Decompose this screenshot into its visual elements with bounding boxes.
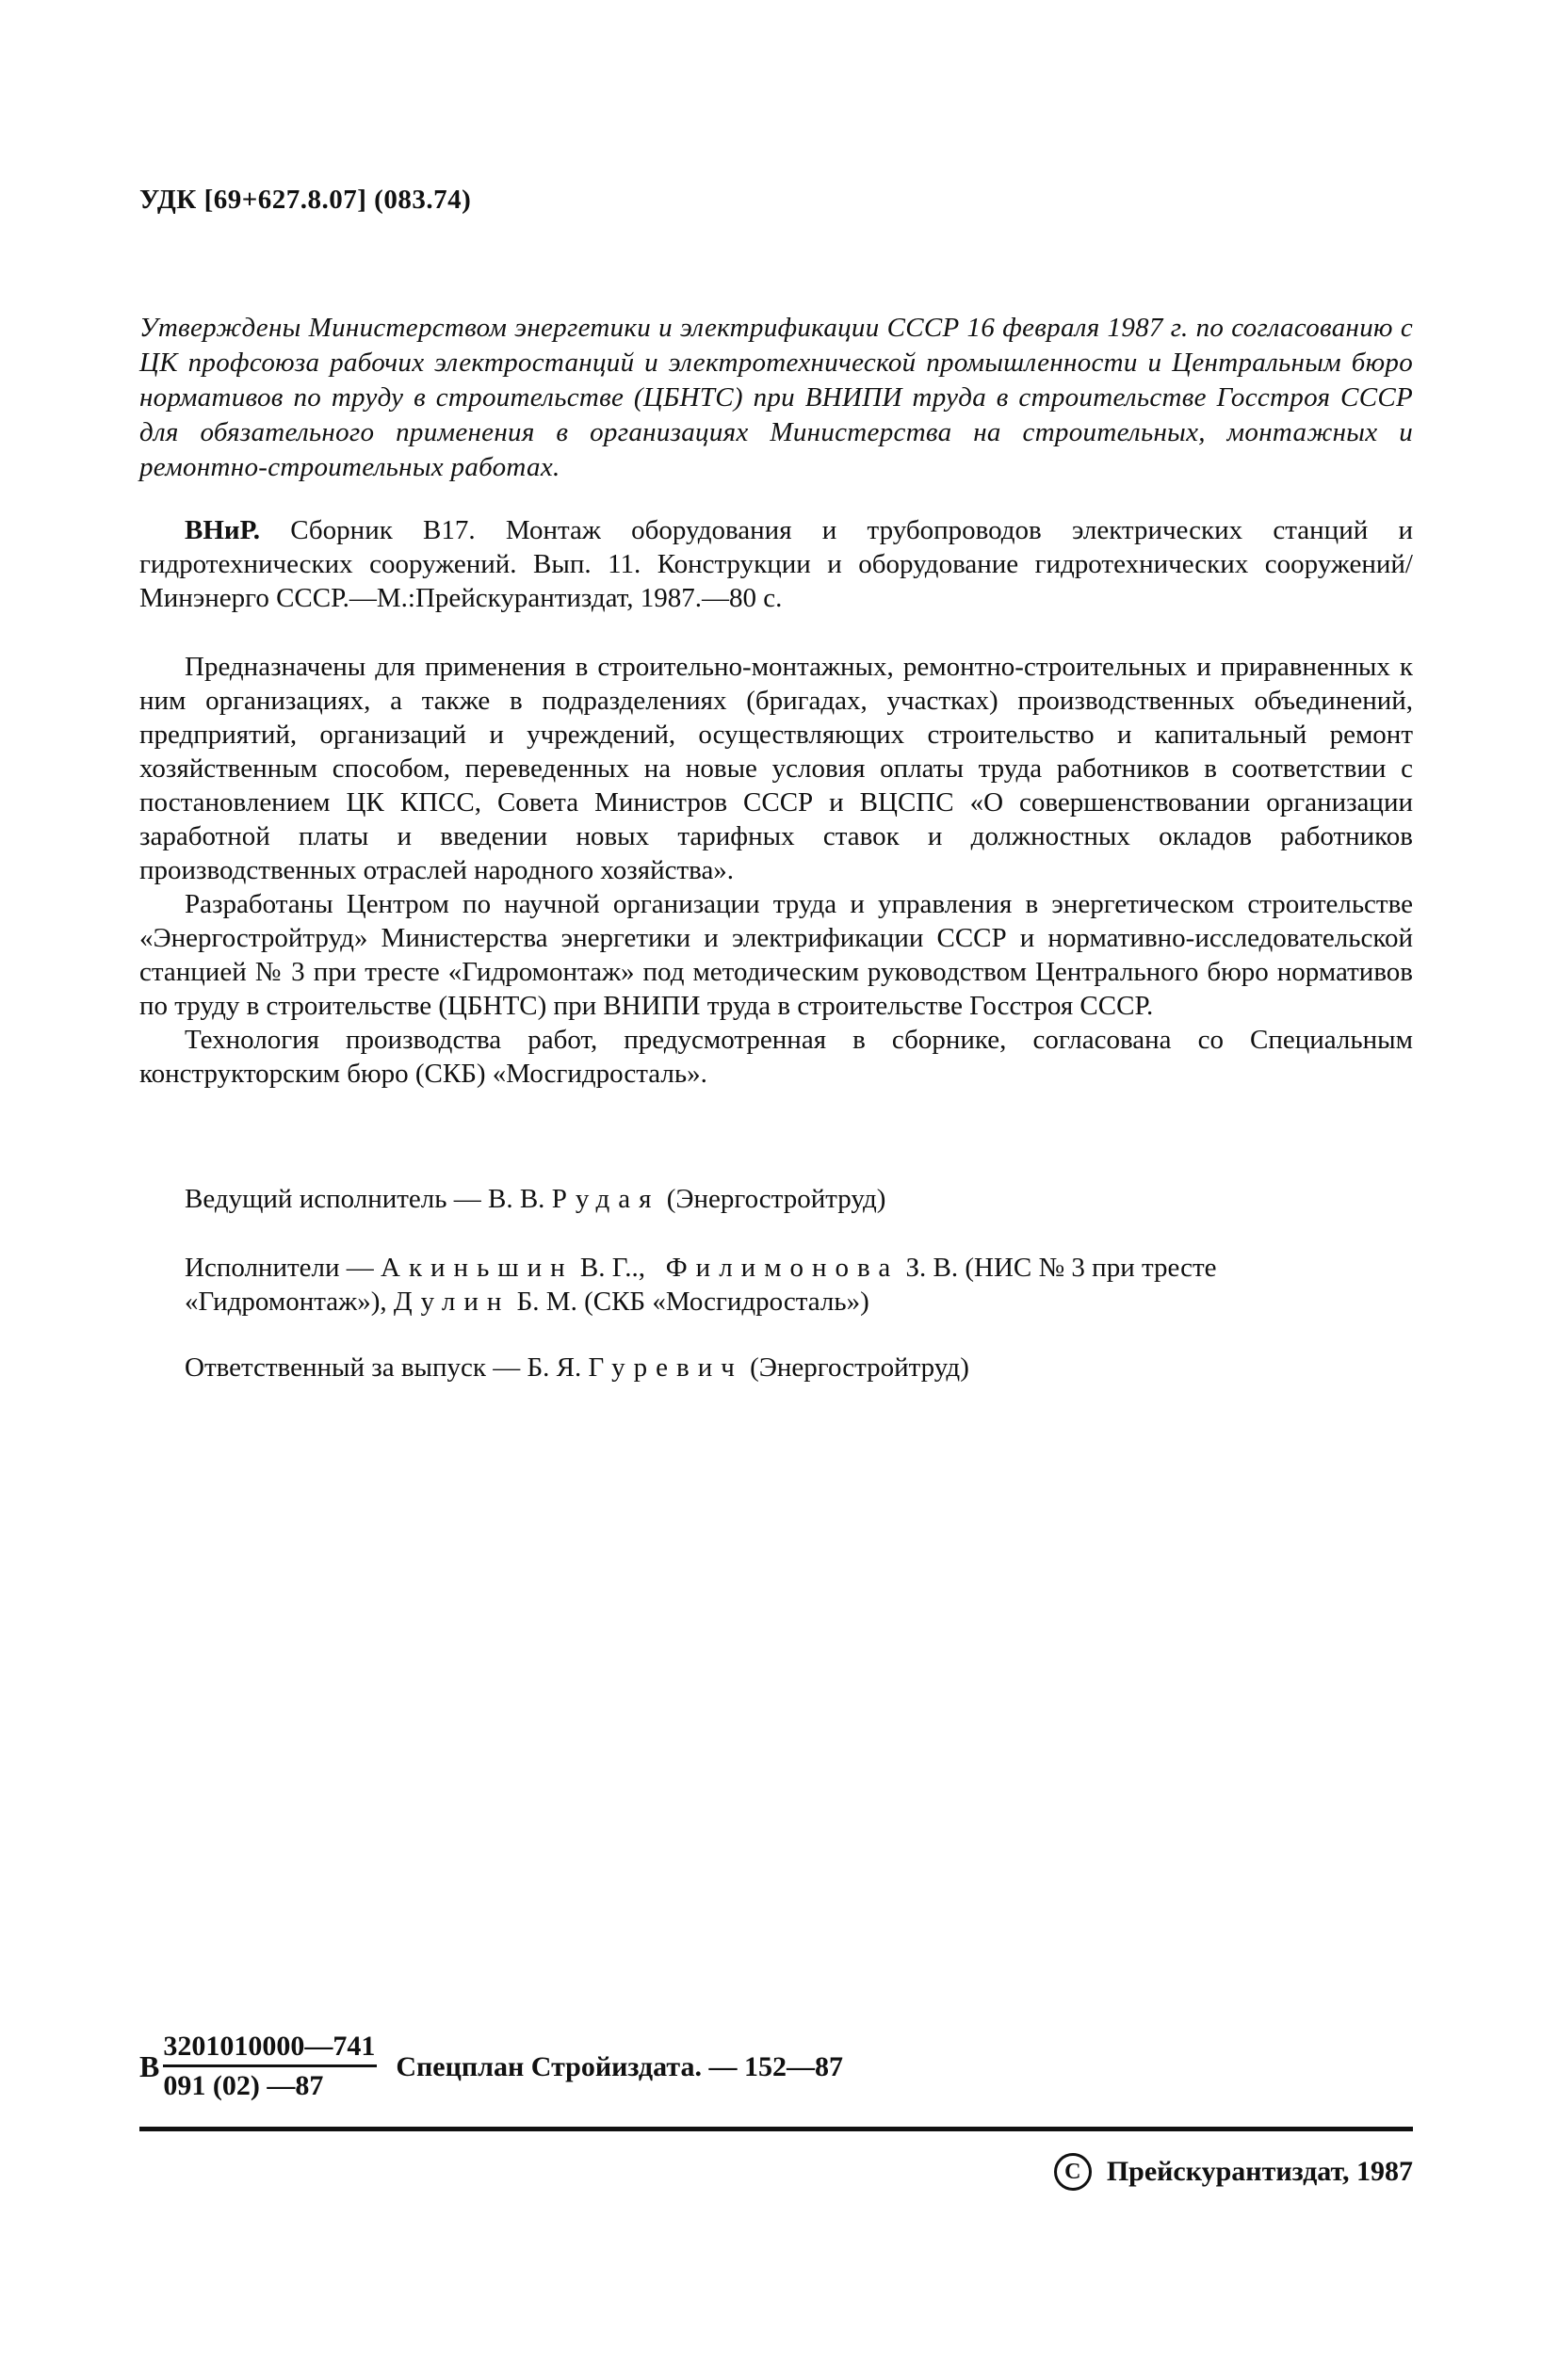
lead-executor [185,1182,1413,1216]
exec3-org: (СКБ «Мосгидросталь») [584,1287,869,1317]
publishing-plan: Спецплан Стройиздата. — 152—87 [396,2050,843,2082]
citation-text: Сборник В17. Монтаж оборудования и трубопроводов электрических станций и гидротехнических сооружений. Вып. 11. Конструкции и оборудование гидротехнических сооружений/Минэнерго СССР.—М.:Прейскурантиздат, 1987.—80 с. [139,515,1414,613]
footer-divider [139,2127,1413,2131]
lead-surname: Рудая [551,1184,660,1214]
pub-code-letter: В [139,2049,160,2083]
pub-code-numerator: 3201010000—741 [163,2031,377,2067]
approval-statement: Утверждены Министерством энергетики и электрификации СССР 16 февраля 1987 г. по согласованию с ЦК профсоюза рабочих электростанций и электротехнической промышленности и Центральным бюро нормативов по труду в строительстве (ЦБНТС) при ВНИПИ труда в строительстве Госстроя СССР для обязательного применения в организациях Министерства на строительных, монтажных и ремонтно-строительных работах. [139,313,1413,482]
resp-surname: Гуревич [588,1352,743,1383]
responsible-for-release [185,1351,1413,1384]
resp-label: Ответственный за выпуск — [185,1352,521,1383]
citation-abbr: ВНиР. [185,515,260,545]
paragraph-technology: Технология производства работ, предусмотренная в сборнике, согласована со Специальным конструкторским бюро (СКБ) «Мосгидросталь». [139,1025,1413,1089]
pub-code-denominator: 091 (02) —87 [163,2070,324,2101]
copyright-icon: C [1054,2153,1092,2191]
exec1-initials: В. Г.., [579,1253,646,1283]
execs-label: Исполнители — [185,1253,374,1283]
exec3-initials: Б. М. [516,1287,577,1317]
udk-code: УДК [69+627.8.07] (083.74) [139,185,472,215]
publication-code [139,2031,843,2103]
resp-org: (Энергостройтруд) [750,1352,969,1383]
exec2-surname: Филимонова [665,1253,900,1283]
copyright-text: Прейскурантиздат, 1987 [1106,2156,1413,2187]
executors [185,1251,1413,1319]
annotation-body [139,650,1413,1091]
bibliographic-citation [139,513,1413,615]
exec3-surname: Дулин [393,1287,511,1317]
lead-label: Ведущий исполнитель — [185,1184,481,1214]
exec1-surname: Акиньшин [381,1253,574,1283]
paragraph-purpose: Предназначены для применения в строительно-монтажных, ремонтно-строительных и приравненных к ним организациях, а также в подразделениях (бригадах, участках) производственных объединений, предприятий, организаций и учреждений, осуществляющих строительство и капитальный ремонт хозяйственным способом, переведенных на новые условия оплаты труда работников в соответствии с постановлением ЦК КПСС, Совета Министров СССР и ВЦСПС «О совершенствовании организации заработной платы и введении новых тарифных ставок и должностных окладов работников производственных отраслей народного хозяйства». [139,652,1413,885]
exec2-org: (НИС № 3 при тресте «Гидромонтаж»), [185,1253,1217,1317]
copyright-line [1054,2153,1413,2191]
paragraph-developers: Разработаны Центром по научной организации труда и управления в энергетическом строительстве «Энергостройтруд» Министерства энергетики и электрификации СССР и нормативно-исследовательской станцией № 3 при тресте «Гидромонтаж» под методическим руководством Центрального бюро нормативов по труду в строительстве (ЦБНТС) при ВНИПИ труда в строительстве Госстроя СССР. [139,889,1413,1021]
exec2-initials: З. В. [905,1253,959,1283]
resp-initials: Б. Я. [527,1352,582,1383]
lead-initials: В. В. [488,1184,545,1214]
pub-code-fraction [163,2031,377,2103]
lead-org: (Энергостройтруд) [666,1184,886,1214]
